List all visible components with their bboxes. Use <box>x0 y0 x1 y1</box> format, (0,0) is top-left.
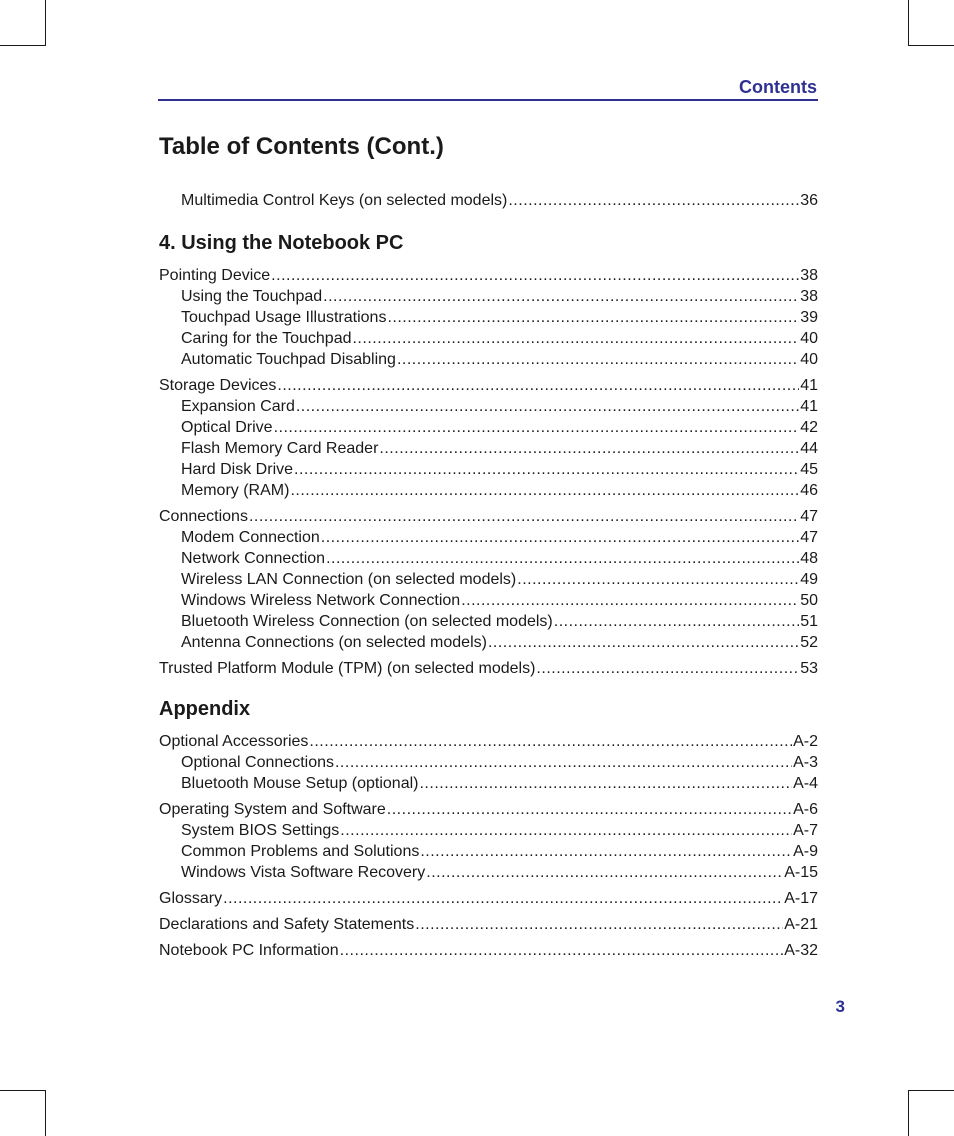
toc-entry[interactable] <box>159 658 818 679</box>
toc-entry-page: A-21 <box>784 916 818 933</box>
crop-mark <box>908 1090 954 1091</box>
crop-mark <box>0 45 46 46</box>
page-number: 3 <box>835 997 845 1016</box>
toc-entry-page: A-4 <box>793 775 818 792</box>
toc-entry-page: 52 <box>800 634 818 651</box>
toc-entry-title: Network Connection <box>181 550 326 567</box>
running-header: Contents <box>739 77 817 97</box>
toc-entry[interactable] <box>159 286 818 307</box>
toc-entry-page: 39 <box>800 309 818 326</box>
toc-entry-page: 51 <box>800 613 818 630</box>
toc-entry-page: A-15 <box>784 864 818 881</box>
toc-entry[interactable] <box>159 459 818 480</box>
crop-mark <box>908 45 954 46</box>
toc-entry-title: Optional Connections <box>181 754 334 771</box>
toc-entry-title: Common Problems and Solutions <box>181 843 420 860</box>
toc-entry[interactable] <box>159 417 818 438</box>
toc-entry-title: System BIOS Settings <box>181 822 340 839</box>
toc-entry[interactable] <box>159 940 818 961</box>
toc-entry-page: 46 <box>800 482 818 499</box>
toc-entry-title: Modem Connection <box>181 529 320 546</box>
toc-entry[interactable] <box>159 914 818 935</box>
toc-entry-title: Using the Touchpad <box>181 288 323 305</box>
toc-entry-page: 49 <box>800 571 818 588</box>
toc-entry-page: 40 <box>800 351 818 368</box>
toc-entry-title: Automatic Touchpad Disabling <box>181 351 396 368</box>
toc-entry[interactable] <box>159 841 818 862</box>
toc-entry[interactable] <box>159 307 818 328</box>
toc-entry-page: 42 <box>800 419 818 436</box>
crop-mark <box>45 1090 46 1136</box>
toc-entry[interactable] <box>159 548 818 569</box>
toc-entry[interactable] <box>159 773 818 794</box>
toc-entry-page: A-9 <box>793 843 818 860</box>
toc-entry-title: Bluetooth Wireless Connection (on selected models) <box>181 613 553 630</box>
toc-entry-page: A-7 <box>793 822 818 839</box>
toc-entry-title: Storage Devices <box>159 377 277 394</box>
header-rule <box>158 99 818 101</box>
toc-entry[interactable] <box>159 480 818 501</box>
toc-entry[interactable] <box>159 527 818 548</box>
toc-entry[interactable] <box>159 396 818 417</box>
crop-mark <box>45 0 46 46</box>
crop-mark <box>0 1090 46 1091</box>
toc-entry-title: Flash Memory Card Reader <box>181 440 379 457</box>
toc-entry-title: Notebook PC Information <box>159 942 339 959</box>
toc-entry-title: Windows Wireless Network Connection <box>181 592 461 609</box>
toc-entry-title: Caring for the Touchpad <box>181 330 352 347</box>
toc-entry[interactable] <box>159 888 818 909</box>
toc-entry-page: A-3 <box>793 754 818 771</box>
toc-entry-page: 47 <box>800 529 818 546</box>
toc-entry-title: Trusted Platform Module (TPM) (on selected models) <box>159 660 536 677</box>
toc-entry-title: Antenna Connections (on selected models) <box>181 634 487 651</box>
toc-entry-page: 36 <box>800 192 818 209</box>
toc-entry-title: Multimedia Control Keys (on selected models) <box>181 192 508 209</box>
toc-entry-page: A-17 <box>784 890 818 907</box>
toc-entry[interactable] <box>159 731 818 752</box>
toc-entry-page: A-2 <box>793 733 818 750</box>
appendix-heading: Appendix <box>159 698 251 720</box>
toc-entry[interactable] <box>159 190 818 211</box>
toc-entry-title: Wireless LAN Connection (on selected models) <box>181 571 517 588</box>
toc-entry-page: 53 <box>800 660 818 677</box>
toc-entry[interactable] <box>159 752 818 773</box>
crop-mark <box>908 1090 909 1136</box>
toc-entry-title: Optical Drive <box>181 419 273 436</box>
toc-entry-page: 41 <box>800 377 818 394</box>
toc-entry[interactable] <box>159 611 818 632</box>
toc-entry-page: 50 <box>800 592 818 609</box>
page-title: Table of Contents (Cont.) <box>159 133 444 160</box>
toc-entry-page: 44 <box>800 440 818 457</box>
toc-entry-page: 45 <box>800 461 818 478</box>
toc-entry[interactable] <box>159 349 818 370</box>
toc-entry-title: Pointing Device <box>159 267 271 284</box>
toc-entry[interactable] <box>159 438 818 459</box>
toc-entry-title: Operating System and Software <box>159 801 386 818</box>
toc-entry-title: Hard Disk Drive <box>181 461 294 478</box>
toc-entry-title: Declarations and Safety Statements <box>159 916 415 933</box>
toc-entry-title: Memory (RAM) <box>181 482 290 499</box>
toc-entry-title: Touchpad Usage Illustrations <box>181 309 387 326</box>
chapter-heading: 4. Using the Notebook PC <box>159 232 404 254</box>
toc-entry[interactable] <box>159 265 818 286</box>
toc-entry-page: 38 <box>800 288 818 305</box>
toc-entry-title: Expansion Card <box>181 398 295 415</box>
toc-entry-title: Bluetooth Mouse Setup (optional) <box>181 775 419 792</box>
toc-entry[interactable] <box>159 506 818 527</box>
toc-entry-page: A-32 <box>784 942 818 959</box>
toc-entry[interactable] <box>159 632 818 653</box>
toc-entry[interactable] <box>159 569 818 590</box>
toc-entry-title: Optional Accessories <box>159 733 309 750</box>
toc-entry-title: Glossary <box>159 890 223 907</box>
toc-entry[interactable] <box>159 328 818 349</box>
toc-entry-page: 47 <box>800 508 818 525</box>
toc-entry[interactable] <box>159 862 818 883</box>
toc-entry-page: 41 <box>800 398 818 415</box>
toc-entry-title: Connections <box>159 508 248 525</box>
toc-entry-page: 40 <box>800 330 818 347</box>
toc-entry[interactable] <box>159 375 818 396</box>
toc-entry[interactable] <box>159 820 818 841</box>
toc-entry-page: 38 <box>800 267 818 284</box>
toc-entry[interactable] <box>159 590 818 611</box>
crop-mark <box>908 0 909 46</box>
toc-entry-page: A-6 <box>793 801 818 818</box>
toc-entry-title: Windows Vista Software Recovery <box>181 864 426 881</box>
table-of-contents <box>159 190 818 961</box>
toc-entry[interactable] <box>159 799 818 820</box>
toc-entry-page: 48 <box>800 550 818 567</box>
